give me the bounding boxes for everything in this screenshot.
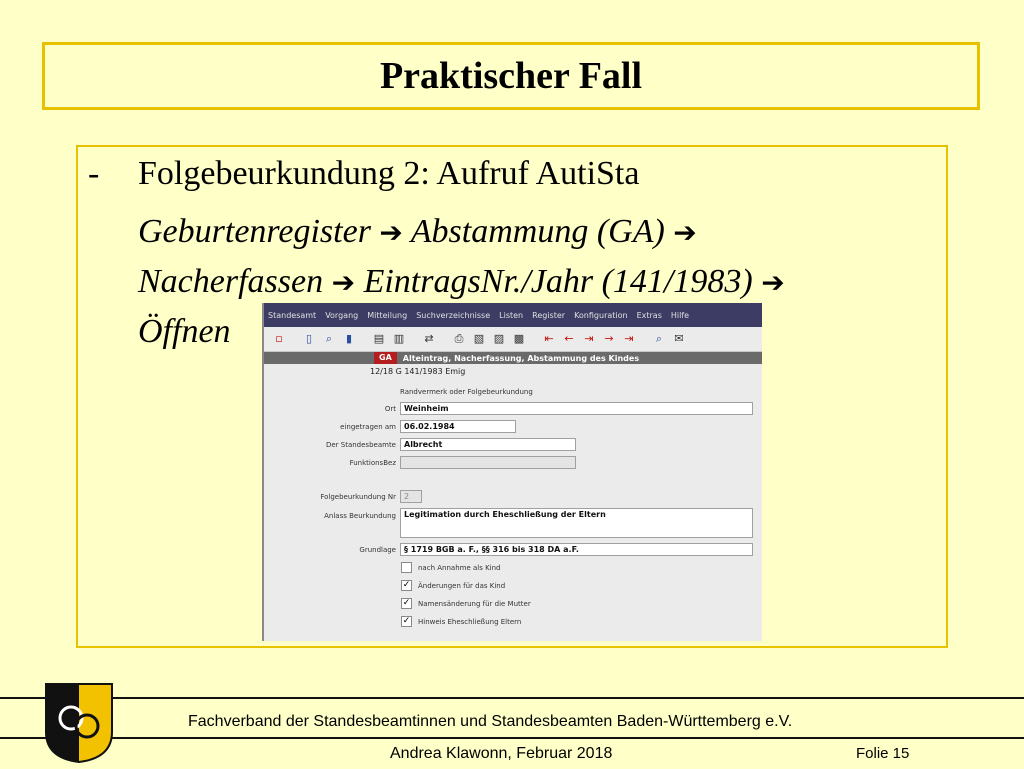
new-record-icon[interactable]: ▫: [275, 332, 283, 345]
path-eintragsnr: EintragsNr./Jahr (141/1983): [355, 263, 762, 300]
previous-record-icon[interactable]: ←: [564, 332, 574, 345]
path-line-1: [138, 213, 697, 251]
mail-icon[interactable]: ✉: [674, 332, 684, 345]
bullet-dash: -: [88, 155, 100, 192]
menu-register[interactable]: Register: [532, 310, 566, 320]
footer-organization: Fachverband der Standesbeamtinnen und Standesbeamten Baden-Württemberg e.V.: [188, 713, 793, 730]
checkbox-namensaenderung[interactable]: ✓: [402, 598, 411, 608]
first-record-icon[interactable]: ⇤: [544, 332, 554, 345]
checkbox-aenderungen-kind[interactable]: ✓: [402, 580, 411, 590]
footer-author: Andrea Klawonn, Februar 2018: [390, 745, 613, 762]
menu-vorgang[interactable]: Vorgang: [325, 310, 359, 320]
print-preview-icon[interactable]: ▧: [473, 332, 485, 345]
section-label: Randvermerk oder Folgebeurkundung: [400, 388, 533, 396]
print-search-icon[interactable]: ▨: [493, 332, 505, 345]
arrow-icon: ➔: [673, 216, 697, 249]
grundlage-field[interactable]: § 1719 BGB a. F., §§ 316 bis 318 DA a.F.: [400, 543, 753, 556]
print-icon[interactable]: ⎙: [454, 332, 464, 345]
checkbox-hinweis-eheschliessung[interactable]: ✓: [402, 616, 411, 626]
funktionsbez-label: FunktionsBez: [349, 459, 396, 467]
checkbox-namensaenderung-label: Namensänderung für die Mutter: [418, 600, 531, 608]
arrow-icon: ➔: [761, 266, 785, 299]
checkbox-aenderungen-kind-label: Änderungen für das Kind: [418, 582, 506, 590]
documents-icon[interactable]: ▩: [513, 332, 525, 345]
folgebeurkundung-nr-field[interactable]: 2: [400, 490, 422, 503]
checkbox-annahme-label: nach Annahme als Kind: [418, 564, 501, 572]
checkbox-hinweis-eheschliessung-label: Hinweis Eheschließung Eltern: [418, 618, 522, 626]
ga-badge: GA: [374, 352, 397, 364]
path-geburtenregister: Geburtenregister: [138, 213, 380, 250]
path-line-2: [138, 263, 785, 301]
eingetragen-field[interactable]: 06.02.1984: [400, 420, 516, 433]
eingetragen-label: eingetragen am: [340, 423, 396, 431]
funktionsbez-field[interactable]: [400, 456, 576, 469]
app-menubar: [264, 303, 762, 327]
login-icon[interactable]: ⇥: [584, 332, 594, 345]
search-document-icon[interactable]: ⌕: [325, 332, 333, 345]
app-toolbar: [264, 327, 762, 352]
slide-title: Praktischer Fall: [379, 55, 643, 97]
menu-suchverzeichnisse[interactable]: Suchverzeichnisse: [416, 310, 491, 320]
zoom-icon[interactable]: ⌕: [655, 332, 663, 345]
footer-divider-bottom: [0, 737, 1024, 739]
standesbeamte-field[interactable]: Albrecht: [400, 438, 576, 451]
next-record-icon[interactable]: →: [604, 332, 614, 345]
path-line-3: [138, 313, 231, 351]
footer-slide-number: Folie 15: [856, 745, 910, 762]
menu-standesamt[interactable]: Standesamt: [268, 310, 317, 320]
folgebeurkundung-nr-label: Folgebeurkundung Nr: [320, 493, 396, 501]
footer-divider-top: [0, 697, 1024, 699]
menu-hilfe[interactable]: Hilfe: [670, 310, 690, 320]
bullet-text: Folgebeurkundung 2: Aufruf AutiSta: [138, 155, 640, 192]
ort-label: Ort: [384, 405, 396, 413]
association-logo: [44, 682, 114, 764]
last-record-icon[interactable]: ⇥: [624, 332, 634, 345]
edit-icon[interactable]: ▤: [373, 332, 385, 345]
standesbeamte-label: Der Standesbeamte: [325, 441, 396, 449]
stack-icon[interactable]: ▥: [393, 332, 405, 345]
menu-extras[interactable]: Extras: [636, 310, 662, 320]
checkbox-annahme[interactable]: [401, 562, 412, 573]
path-oeffnen: Öffnen: [138, 313, 231, 350]
path-nacherfassen: Nacherfassen: [138, 263, 332, 300]
path-abstammung: Abstammung (GA): [402, 213, 674, 250]
transfer-icon[interactable]: ⇄: [424, 332, 434, 345]
record-reference: 12/18 G 141/1983 Emig: [370, 367, 466, 376]
grundlage-label: Grundlage: [359, 546, 396, 554]
arrow-icon: ➔: [331, 266, 356, 299]
anlass-field[interactable]: Legitimation durch Eheschließung der Eltern: [400, 508, 753, 538]
open-document-icon[interactable]: ▯: [305, 332, 313, 345]
ort-field[interactable]: Weinheim: [400, 402, 753, 415]
form-title: Alteintrag, Nacherfassung, Abstammung des Kindes: [402, 353, 640, 363]
menu-konfiguration[interactable]: Konfiguration: [574, 310, 628, 320]
copy-document-icon[interactable]: ▮: [345, 332, 353, 345]
menu-mitteilung[interactable]: Mitteilung: [367, 310, 408, 320]
form-header: [264, 352, 762, 364]
title-box: [42, 42, 980, 110]
app-window: [262, 303, 762, 641]
anlass-label: Anlass Beurkundung: [324, 512, 396, 520]
arrow-icon: ➔: [379, 216, 403, 249]
menu-listen[interactable]: Listen: [499, 310, 524, 320]
